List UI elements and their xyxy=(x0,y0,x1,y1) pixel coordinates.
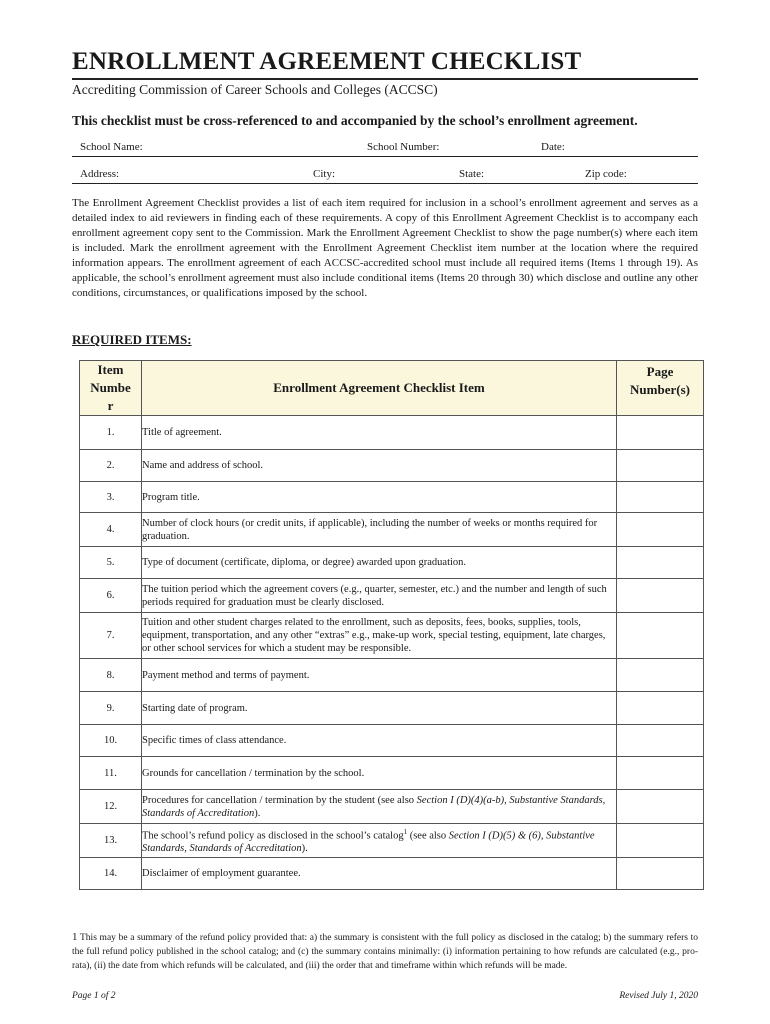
table-row xyxy=(80,824,704,858)
page-number-cell[interactable] xyxy=(617,790,704,824)
item-number: 5. xyxy=(80,547,142,579)
item-description: The tuition period which the agreement covers (e.g., quarter, semester, etc.) and the number and length of such periods required for graduation must be clearly disclosed. xyxy=(142,579,617,613)
page-number-cell[interactable] xyxy=(617,659,704,692)
page-number-cell[interactable] xyxy=(617,725,704,757)
footnote-number: 1 xyxy=(72,931,78,943)
item-number: 14. xyxy=(80,858,142,890)
table-row xyxy=(80,416,704,450)
item-number: 13. xyxy=(80,824,142,858)
required-items-table xyxy=(79,360,704,890)
item-description: Procedures for cancellation / termination by the student (see also Section I (D)(4)(a-b), Substantive Standards, Standards of Accreditation). xyxy=(142,790,617,824)
table-row xyxy=(80,513,704,547)
zip-code-label: Zip code: xyxy=(585,168,627,180)
table-row xyxy=(80,579,704,613)
table-row xyxy=(80,757,704,790)
item-description: Type of document (certificate, diploma, or degree) awarded upon graduation. xyxy=(142,547,617,579)
page-number-cell[interactable] xyxy=(617,613,704,659)
school-name-line xyxy=(72,156,698,157)
footnote-marker: 1 xyxy=(403,827,408,836)
item-description: Starting date of program. xyxy=(142,692,617,725)
item-description: Tuition and other student charges related to the enrollment, such as deposits, fees, books, supplies, tools, equipment, transportation, and any other “extras” e.g., make-up work, special testing, equipment, late charges, or other school services for which a student may be responsible. xyxy=(142,613,617,659)
table-row xyxy=(80,482,704,513)
item-description: Grounds for cancellation / termination by the school. xyxy=(142,757,617,790)
item-description: The school’s refund policy as disclosed in the school’s catalog$^1$ (see also Section I (D)(5) & (6), Substantive Standards, Standards of Accreditation). xyxy=(142,824,617,858)
page-number-cell[interactable] xyxy=(617,824,704,858)
revision-date: Revised July 1, 2020 xyxy=(619,991,698,1001)
school-number-label: School Number: xyxy=(367,141,440,153)
address-label: Address: xyxy=(80,168,120,180)
item-number: 11. xyxy=(80,757,142,790)
item-description: Number of clock hours (or credit units, if applicable), including the number of weeks or months required for graduation. xyxy=(142,513,617,547)
item-number: 7. xyxy=(80,613,142,659)
item-number: 4. xyxy=(80,513,142,547)
document-subtitle: Accrediting Commission of Career Schools and Colleges (ACCSC) xyxy=(72,82,438,97)
table-row xyxy=(80,547,704,579)
title-rule xyxy=(72,78,698,80)
page-numbers-header: Page Number(s) xyxy=(617,361,704,416)
item-description: Payment method and terms of payment. xyxy=(142,659,617,692)
page-number-cell[interactable] xyxy=(617,692,704,725)
item-number: 8. xyxy=(80,659,142,692)
school-name-label: School Name: xyxy=(80,141,143,153)
required-items-heading: REQUIRED ITEMS: xyxy=(72,332,192,347)
item-number: 2. xyxy=(80,450,142,482)
page-indicator: Page 1 of 2 xyxy=(72,991,116,1001)
item-number: 12. xyxy=(80,790,142,824)
item-number: 10. xyxy=(80,725,142,757)
item-description: Name and address of school. xyxy=(142,450,617,482)
table-row xyxy=(80,613,704,659)
cross-reference-notice: This checklist must be cross-referenced to and accompanied by the school’s enrollment agreement. xyxy=(72,113,638,128)
table-row xyxy=(80,725,704,757)
page-number-cell[interactable] xyxy=(617,579,704,613)
page-number-cell[interactable] xyxy=(617,482,704,513)
table-row xyxy=(80,790,704,824)
city-label: City: xyxy=(313,168,336,180)
item-number-header: Item Numbe r xyxy=(80,361,142,416)
table-row xyxy=(80,858,704,890)
item-number: 9. xyxy=(80,692,142,725)
page-number-cell[interactable] xyxy=(617,858,704,890)
table-row xyxy=(80,659,704,692)
date-label: Date: xyxy=(541,141,565,153)
item-number: 3. xyxy=(80,482,142,513)
table-row xyxy=(80,450,704,482)
page-number-cell[interactable] xyxy=(617,757,704,790)
table-row xyxy=(80,692,704,725)
item-description: Specific times of class attendance. xyxy=(142,725,617,757)
item-description: Program title. xyxy=(142,482,617,513)
page-number-cell[interactable] xyxy=(617,416,704,450)
page-number-cell[interactable] xyxy=(617,513,704,547)
item-number: 1. xyxy=(80,416,142,450)
item-description: Title of agreement. xyxy=(142,416,617,450)
item-number: 6. xyxy=(80,579,142,613)
address-line xyxy=(72,183,698,184)
page-number-cell[interactable] xyxy=(617,450,704,482)
intro-paragraph: The Enrollment Agreement Checklist provides a list of each item required for inclusion in a school’s enrollment agreement and serves as a detailed index to aid reviewers in finding each of these requirements. A copy of this Enrollment Agreement Checklist is to accompany each enrollment agreement copy sent to the Commission. Mark the Enrollment Agreement Checklist to show the page number(s) where each item is included. Mark the enrollment agreement with the Enrollment Agreement Checklist item number at the location where the required information appears. The enrollment agreement of each ACCSC-accredited school must include all required items (Items 1 through 19). As applicable, the school’s enrollment agreement must also include conditional items (Items 20 through 30) which disclose and outline any other conditions, circumstances, or qualifications imposed by the school. xyxy=(72,197,698,299)
page-number-cell[interactable] xyxy=(617,547,704,579)
item-description: Disclaimer of employment guarantee. xyxy=(142,858,617,890)
state-label: State: xyxy=(459,168,485,180)
document-title: ENROLLMENT AGREEMENT CHECKLIST xyxy=(72,48,582,75)
footnote-text: This may be a summary of the refund policy provided that: a) the summary is consistent with the full policy as disclosed in the catalog; b) the summary refers to the full refund policy published in the school catalog; and (c) the summary contains minimally: (i) information pertaining to how refunds are calculated (e.g., pro-rata), (ii) the date from which refunds will be calculated, and (iii) the order that and timeframe within which refunds will be made. xyxy=(72,933,698,971)
checklist-item-header: Enrollment Agreement Checklist Item xyxy=(142,361,617,416)
footnote xyxy=(72,930,698,973)
table-header-row xyxy=(80,361,704,416)
